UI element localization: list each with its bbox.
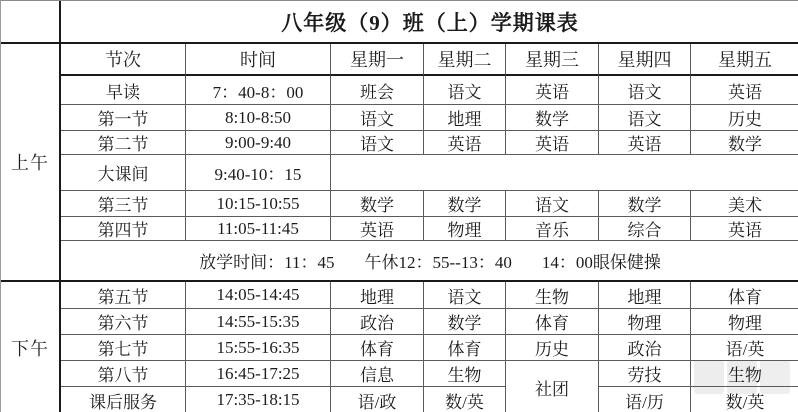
break-merged-cell bbox=[331, 155, 798, 191]
subject-cell: 政治 bbox=[599, 335, 691, 361]
subject-cell: 数学 bbox=[424, 309, 506, 335]
subject-cell: 语文 bbox=[424, 76, 506, 105]
subject-cell: 班会 bbox=[331, 76, 424, 105]
subject-cell: 语文 bbox=[599, 76, 691, 105]
subject-cell: 体育 bbox=[424, 335, 506, 361]
subject-cell: 体育 bbox=[331, 335, 424, 361]
subject-cell: 英语 bbox=[599, 131, 691, 155]
time-cell: 9:00-9:40 bbox=[186, 131, 331, 155]
subject-cell: 语文 bbox=[331, 131, 424, 155]
time-cell: 9:40-10：15 bbox=[186, 155, 331, 191]
time-cell: 11:05-11:45 bbox=[186, 217, 331, 241]
period-cell: 第三节 bbox=[61, 191, 186, 217]
subject-cell: 地理 bbox=[599, 282, 691, 309]
subject-cell: 语/历 bbox=[599, 387, 691, 412]
group-cell-afternoon: 下午 bbox=[1, 282, 61, 412]
group-cell-morning: 上午 bbox=[1, 44, 61, 282]
subject-cell: 语/英 bbox=[691, 335, 798, 361]
period-cell: 第二节 bbox=[61, 131, 186, 155]
subject-cell: 数/英 bbox=[424, 387, 506, 412]
subject-cell: 体育 bbox=[506, 309, 599, 335]
subject-cell: 美术 bbox=[691, 191, 798, 217]
subject-cell: 英语 bbox=[506, 76, 599, 105]
subject-cell: 语文 bbox=[424, 282, 506, 309]
subject-cell: 生物 bbox=[424, 361, 506, 387]
header-day-thursday: 星期四 bbox=[599, 44, 691, 76]
subject-cell: 生物 bbox=[506, 282, 599, 309]
subject-cell: 音乐 bbox=[506, 217, 599, 241]
time-cell: 8:10-8:50 bbox=[186, 105, 331, 131]
page-title: 八年级（9）班（上）学期课表 bbox=[61, 1, 798, 44]
notice-row bbox=[61, 241, 798, 282]
period-cell: 课后服务 bbox=[61, 387, 186, 412]
time-cell: 10:15-10:55 bbox=[186, 191, 331, 217]
header-section: 节次 bbox=[61, 44, 186, 76]
period-cell: 大课间 bbox=[61, 155, 186, 191]
time-cell: 15:55-16:35 bbox=[186, 335, 331, 361]
subject-cell: 信息 bbox=[331, 361, 424, 387]
header-day-friday: 星期五 bbox=[691, 44, 798, 76]
subject-cell: 历史 bbox=[691, 105, 798, 131]
subject-cell: 地理 bbox=[424, 105, 506, 131]
header-day-monday: 星期一 bbox=[331, 44, 424, 76]
time-cell: 17:35-18:15 bbox=[186, 387, 331, 412]
subject-cell: 数学 bbox=[331, 191, 424, 217]
period-cell: 第五节 bbox=[61, 282, 186, 309]
header-time: 时间 bbox=[186, 44, 331, 76]
subject-cell: 数学 bbox=[691, 131, 798, 155]
subject-cell: 综合 bbox=[599, 217, 691, 241]
time-cell: 16:45-17:25 bbox=[186, 361, 331, 387]
time-cell: 14:05-14:45 bbox=[186, 282, 331, 309]
subject-cell: 数学 bbox=[506, 105, 599, 131]
period-cell: 早读 bbox=[61, 76, 186, 105]
period-cell: 第一节 bbox=[61, 105, 186, 131]
subject-cell: 英语 bbox=[424, 131, 506, 155]
subject-cell: 地理 bbox=[331, 282, 424, 309]
header-day-wednesday: 星期三 bbox=[506, 44, 599, 76]
period-cell: 第四节 bbox=[61, 217, 186, 241]
subject-cell: 数/英 bbox=[725, 392, 765, 412]
period-cell: 第六节 bbox=[61, 309, 186, 335]
subject-cell: 英语 bbox=[506, 131, 599, 155]
time-cell: 7：40-8：00 bbox=[186, 76, 331, 105]
subject-cell: 英语 bbox=[331, 217, 424, 241]
subject-cell: 语/政 bbox=[331, 387, 424, 412]
header-day-tuesday: 星期二 bbox=[424, 44, 506, 76]
subject-cell: 生物 bbox=[691, 361, 798, 387]
subject-cell: 数学 bbox=[599, 191, 691, 217]
dismissal-time-text: 放学时间：11：45 bbox=[199, 253, 335, 272]
subject-cell: 物理 bbox=[599, 309, 691, 335]
corner-cell bbox=[1, 1, 61, 44]
subject-cell: 物理 bbox=[424, 217, 506, 241]
subject-cell: 语文 bbox=[506, 191, 599, 217]
eye-exercise-text: 14：00眼保健操 bbox=[541, 253, 661, 272]
club-merged-cell: 社团 bbox=[506, 361, 599, 412]
period-cell: 第七节 bbox=[61, 335, 186, 361]
subject-cell: 英语 bbox=[691, 76, 798, 105]
time-cell: 14:55-15:35 bbox=[186, 309, 331, 335]
period-cell: 第八节 bbox=[61, 361, 186, 387]
subject-cell: 语文 bbox=[331, 105, 424, 131]
subject-cell: 历史 bbox=[506, 335, 599, 361]
subject-cell: 物理 bbox=[691, 309, 798, 335]
subject-cell: 数学 bbox=[424, 191, 506, 217]
subject-cell: 劳技 bbox=[599, 361, 691, 387]
subject-cell: 语文 bbox=[599, 105, 691, 131]
subject-cell: 政治 bbox=[331, 309, 424, 335]
subject-cell: 体育 bbox=[691, 282, 798, 309]
subject-cell: 英语 bbox=[691, 217, 798, 241]
lunch-break-text: 午休12：55--13：40 bbox=[364, 253, 512, 272]
